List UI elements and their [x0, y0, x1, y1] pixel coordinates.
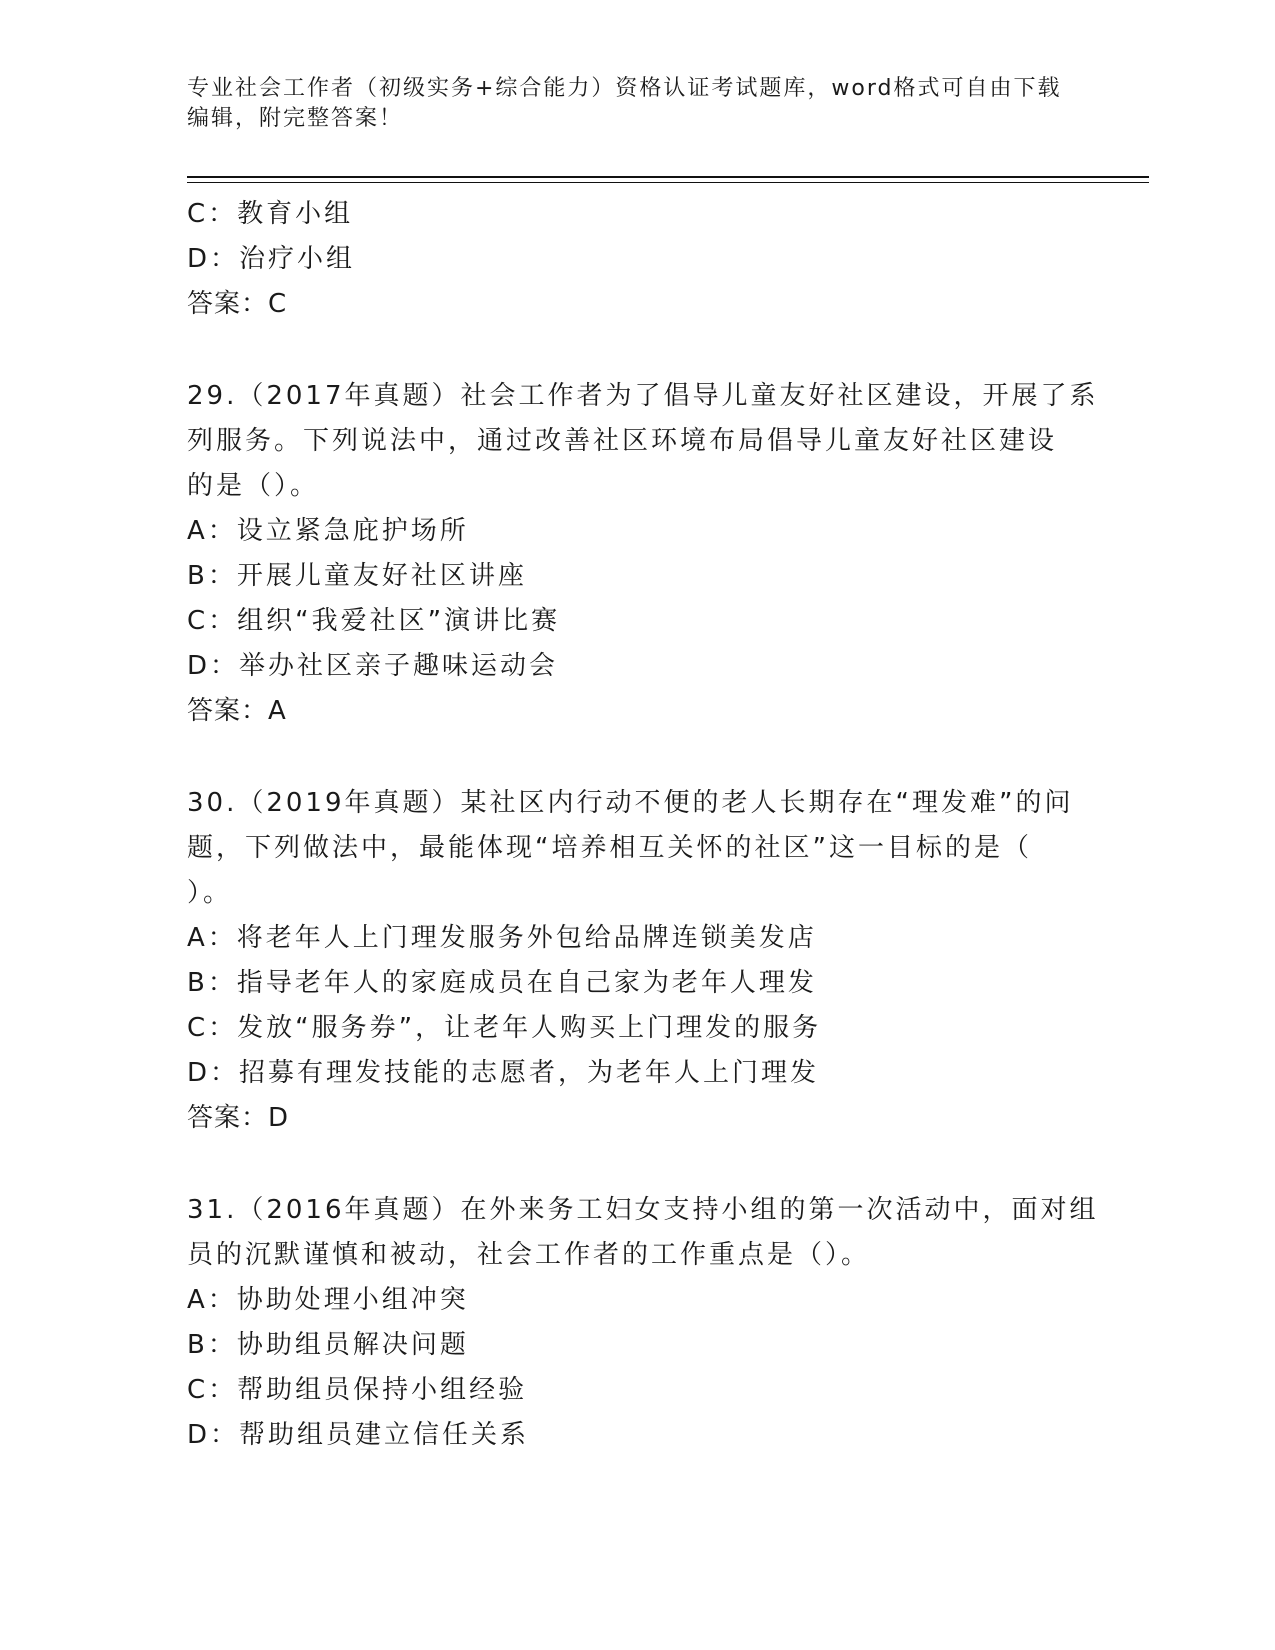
question-stem-line: 31.（2016年真题）在外来务工妇女支持小组的第一次活动中，面对组 — [187, 1195, 1099, 1225]
answer-line: 答案：D — [187, 1103, 290, 1133]
question-29 — [187, 374, 1107, 734]
answer-line: 答案：A — [187, 696, 287, 726]
question-stem-line: 题，下列做法中，最能体现“培养相互关怀的社区”这一目标的是（ — [187, 833, 1032, 863]
option-d: D：治疗小组 — [187, 244, 356, 274]
header-divider — [187, 176, 1149, 183]
option-d: D：帮助组员建立信任关系 — [187, 1420, 530, 1450]
question-stem-line: ）。 — [187, 878, 233, 908]
option-a: A：协助处理小组冲突 — [187, 1285, 469, 1315]
option-a: A：设立紧急庇护场所 — [187, 516, 469, 546]
spacer — [187, 327, 1107, 374]
question-stem-line: 的是（）。 — [187, 471, 320, 501]
option-b: B：指导老年人的家庭成员在自己家为老年人理发 — [187, 968, 817, 998]
question-stem-line: 30.（2019年真题）某社区内行动不便的老人长期存在“理发难”的问 — [187, 788, 1074, 818]
question-31 — [187, 1188, 1107, 1458]
header-line-2: 编辑，附完整答案！ — [187, 106, 404, 131]
header-line-1: 专业社会工作者（初级实务+综合能力）资格认证考试题库，word格式可自由下载 — [187, 76, 1062, 101]
question-content — [187, 192, 1107, 1458]
option-d: D：举办社区亲子趣味运动会 — [187, 651, 559, 681]
option-c: C：发放“服务券”，让老年人购买上门理发的服务 — [187, 1013, 822, 1043]
page-header — [187, 74, 1087, 134]
spacer — [187, 1141, 1107, 1188]
question-stem-line: 列服务。下列说法中，通过改善社区环境布局倡导儿童友好社区建设 — [187, 426, 1058, 456]
option-b: B：开展儿童友好社区讲座 — [187, 561, 527, 591]
option-b: B：协助组员解决问题 — [187, 1330, 469, 1360]
option-d: D：招募有理发技能的志愿者，为老年人上门理发 — [187, 1058, 820, 1088]
answer-line: 答案：C — [187, 289, 288, 319]
question-28-tail — [187, 192, 1107, 327]
option-c: C：帮助组员保持小组经验 — [187, 1375, 528, 1405]
option-c: C：教育小组 — [187, 199, 354, 229]
question-30 — [187, 781, 1107, 1141]
spacer — [187, 734, 1107, 781]
option-a: A：将老年人上门理发服务外包给品牌连锁美发店 — [187, 923, 817, 953]
question-stem-line: 29.（2017年真题）社会工作者为了倡导儿童友好社区建设，开展了系 — [187, 381, 1099, 411]
question-stem-line: 员的沉默谨慎和被动，社会工作者的工作重点是（）。 — [187, 1240, 871, 1270]
option-c: C：组织“我爱社区”演讲比赛 — [187, 606, 561, 636]
